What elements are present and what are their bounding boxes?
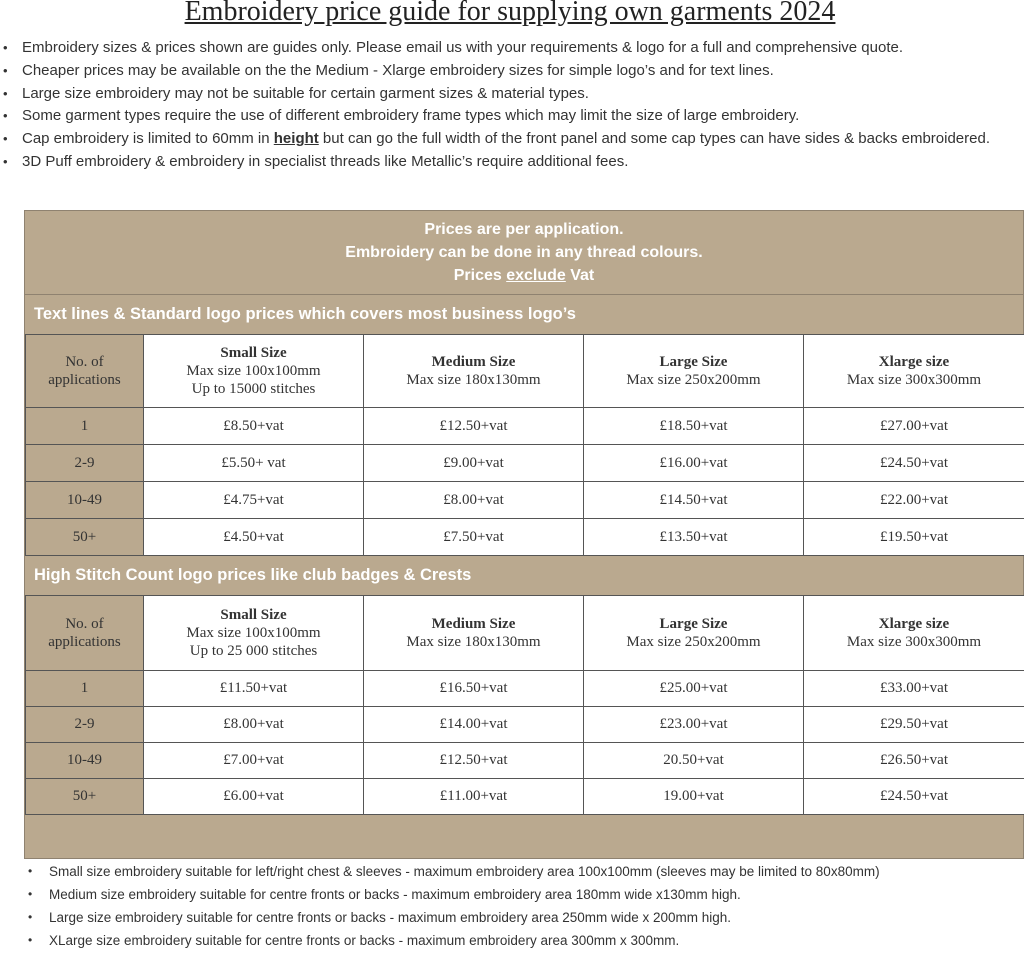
high-stitch-section-title: High Stitch Count logo prices like club badges & Crests (34, 566, 472, 584)
size-name: Small Size (220, 607, 287, 623)
size-name: Xlarge size (878, 354, 950, 370)
table-row (26, 671, 1024, 707)
table-row (26, 779, 1024, 815)
footer-note: • Small size embroidery suitable for left/right chest & sleeves - maximum embroidery area 100x100mm (sleeves may be limited to 80x80mm) (28, 860, 1018, 883)
note-item-cap (0, 128, 1020, 151)
standard-section-title: Text lines & Standard logo prices which covers most business logo’s (34, 305, 576, 323)
size-header-xlarge (804, 596, 1024, 671)
price-cell: £14.00+vat (364, 707, 584, 743)
divider (25, 294, 1023, 295)
size-header-large (584, 596, 804, 671)
qty-header-line: No. of (65, 616, 104, 632)
price-cell: £27.00+vat (804, 408, 1024, 445)
size-header-medium (364, 596, 584, 671)
price-board (24, 210, 1024, 859)
price-cell: £4.75+vat (144, 482, 364, 519)
board-line-2: Embroidery can be done in any thread colours. (345, 244, 703, 261)
price-cell: £16.50+vat (364, 671, 584, 707)
note-item: • Cheaper prices may be available on the the Medium - Xlarge embroidery sizes for simple logo’s and for text lines. (0, 60, 1020, 83)
high-stitch-price-table (25, 595, 1024, 815)
price-cell: £7.50+vat (364, 519, 584, 556)
qty-cell: 2-9 (26, 707, 144, 743)
size-name: Medium Size (431, 616, 516, 632)
size-max: Max size 300x300mm (846, 634, 982, 650)
table-row (26, 743, 1024, 779)
size-stitches: Up to 25 000 stitches (189, 643, 318, 659)
notes-list (0, 37, 1020, 174)
cap-note-before: Cap embroidery is limited to 60mm in (22, 130, 274, 148)
price-cell: 19.00+vat (584, 779, 804, 815)
size-max: Max size 250x200mm (626, 372, 761, 388)
size-name: Large Size (659, 616, 728, 632)
price-cell: £11.50+vat (144, 671, 364, 707)
size-name: Large Size (659, 354, 728, 370)
size-stitches: Up to 15000 stitches (191, 381, 316, 397)
price-cell: £8.00+vat (364, 482, 584, 519)
price-cell: £11.00+vat (364, 779, 584, 815)
price-cell: £24.50+vat (804, 445, 1024, 482)
note-item: • Embroidery sizes & prices shown are guides only. Please email us with your requirements & logo for a full and comprehensive quote. (0, 37, 1020, 60)
qty-cell: 10-49 (26, 743, 144, 779)
price-cell: £14.50+vat (584, 482, 804, 519)
page-title: Embroidery price guide for supplying own garments 2024 (184, 0, 836, 27)
qty-header-line: applications (48, 634, 121, 650)
price-cell: 20.50+vat (584, 743, 804, 779)
price-cell: £16.00+vat (584, 445, 804, 482)
note-item: • Some garment types require the use of different embroidery frame types which may limit the size of large embroidery. (0, 105, 1020, 128)
size-name: Xlarge size (878, 616, 950, 632)
qty-header-line: No. of (65, 354, 104, 370)
standard-price-table (25, 334, 1024, 556)
table-row (26, 519, 1024, 556)
price-cell: £5.50+ vat (144, 445, 364, 482)
size-header-large (584, 335, 804, 408)
table-row (26, 482, 1024, 519)
price-cell: £8.00+vat (144, 707, 364, 743)
price-cell: £18.50+vat (584, 408, 804, 445)
size-name: Small Size (220, 345, 287, 361)
size-max: Max size 180x130mm (406, 372, 541, 388)
price-cell: £7.00+vat (144, 743, 364, 779)
price-cell: £22.00+vat (804, 482, 1024, 519)
price-cell: £4.50+vat (144, 519, 364, 556)
footer-notes (28, 860, 1018, 952)
note-item: • Large size embroidery may not be suitable for certain garment sizes & material types. (0, 83, 1020, 106)
qty-cell: 50+ (26, 519, 144, 556)
size-max: Max size 250x200mm (626, 634, 761, 650)
price-cell: £25.00+vat (584, 671, 804, 707)
table-row (26, 707, 1024, 743)
qty-cell: 1 (26, 408, 144, 445)
footer-note: • Large size embroidery suitable for centre fronts or backs - maximum embroidery area 250mm wide x 200mm high. (28, 906, 1018, 929)
qty-header-line: applications (48, 372, 121, 388)
table-header-row (26, 335, 1024, 408)
price-cell: £12.50+vat (364, 408, 584, 445)
price-cell: £6.00+vat (144, 779, 364, 815)
board-line-1: Prices are per application. (424, 221, 624, 238)
size-max: Max size 100x100mm (186, 625, 321, 641)
size-header-small (144, 335, 364, 408)
price-cell: £23.00+vat (584, 707, 804, 743)
qty-header (26, 596, 144, 671)
price-cell: £12.50+vat (364, 743, 584, 779)
cap-note-after: but can go the full width of the front panel and some cap types can have sides & backs embroidered. (318, 130, 991, 148)
price-cell: £19.50+vat (804, 519, 1024, 556)
board-line-3-after: Vat (565, 267, 595, 284)
size-max: Max size 180x130mm (406, 634, 541, 650)
qty-cell: 10-49 (26, 482, 144, 519)
cap-note-emphasis: height (273, 130, 319, 148)
board-line-3 (25, 264, 1023, 287)
qty-header (26, 335, 144, 408)
board-line-3-before: Prices (453, 267, 507, 284)
price-cell: £24.50+vat (804, 779, 1024, 815)
price-cell: £26.50+vat (804, 743, 1024, 779)
size-max: Max size 100x100mm (186, 363, 321, 379)
price-cell: £9.00+vat (364, 445, 584, 482)
table-row (26, 445, 1024, 482)
size-max: Max size 300x300mm (846, 372, 982, 388)
qty-cell: 50+ (26, 779, 144, 815)
note-item-puff: • 3D Puff embroidery & embroidery in specialist threads like Metallic’s require additional fees. (0, 151, 1020, 174)
footer-note: • XLarge size embroidery suitable for centre fronts or backs - maximum embroidery area 300mm x 300mm. (28, 929, 1018, 952)
board-header (25, 218, 1023, 287)
qty-cell: 2-9 (26, 445, 144, 482)
qty-cell: 1 (26, 671, 144, 707)
footer-note: • Medium size embroidery suitable for centre fronts or backs - maximum embroidery area 180mm wide x130mm high. (28, 883, 1018, 906)
size-name: Medium Size (431, 354, 516, 370)
price-cell: £13.50+vat (584, 519, 804, 556)
size-header-xlarge (804, 335, 1024, 408)
size-header-medium (364, 335, 584, 408)
table-header-row (26, 596, 1024, 671)
board-line-3-emphasis: exclude (506, 267, 566, 284)
size-header-small (144, 596, 364, 671)
price-cell: £33.00+vat (804, 671, 1024, 707)
table-row (26, 408, 1024, 445)
price-cell: £8.50+vat (144, 408, 364, 445)
price-cell: £29.50+vat (804, 707, 1024, 743)
